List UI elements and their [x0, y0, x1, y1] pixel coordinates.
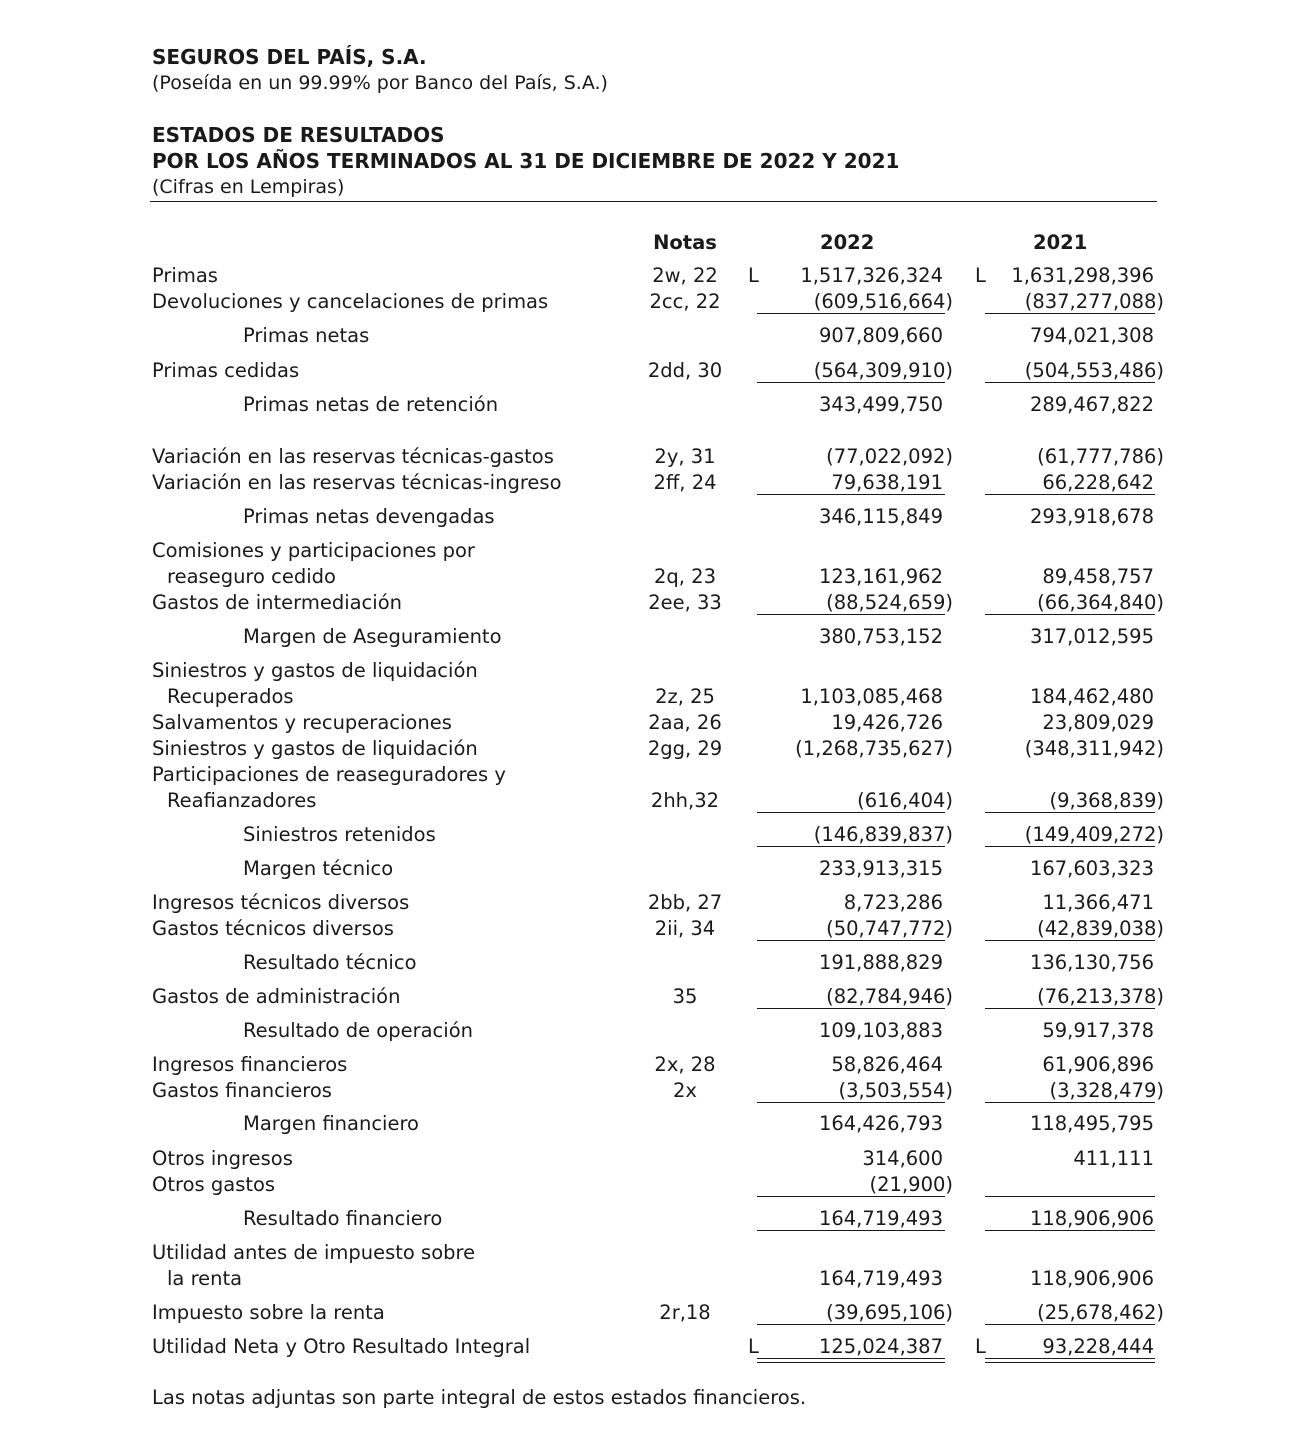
row-label: Primas netas — [243, 324, 370, 347]
owner-note: (Poseída en un 99.99% por Banco del País, S.A.) — [152, 72, 608, 94]
value-2022: 58,826,464 — [831, 1053, 943, 1076]
double-underline-2021-a — [985, 1358, 1155, 1359]
double-underline-2022-a — [757, 1358, 945, 1359]
row-label: Margen financiero — [243, 1112, 419, 1135]
column-header-notes: Notas — [653, 231, 717, 254]
underline-2022 — [757, 1102, 945, 1103]
row-notes: 2ff, 24 — [653, 471, 717, 494]
row-label: Resultado técnico — [243, 951, 417, 974]
double-underline-2021-b — [985, 1362, 1155, 1363]
row-label: Primas — [152, 264, 218, 287]
value-2022: 79,638,191 — [831, 471, 943, 494]
row-label: Primas netas de retención — [243, 393, 499, 416]
underline-2022 — [757, 812, 945, 813]
value-2021: 136,130,756 — [1029, 951, 1154, 974]
underline-2021 — [985, 313, 1155, 314]
currency-symbol-2022: L — [748, 1335, 759, 1358]
value-2022: 907,809,660 — [818, 324, 943, 347]
value-2021: 1,631,298,396 — [1011, 264, 1154, 287]
value-2021: 317,012,595 — [1029, 625, 1154, 648]
underline-2022 — [757, 313, 945, 314]
footer-note: Las notas adjuntas son parte integral de estos estados financieros. — [152, 1386, 807, 1409]
value-2022: (146,839,837) — [813, 823, 953, 846]
value-2021: 411,111 — [1073, 1147, 1154, 1170]
value-2021: (3,328,479) — [1049, 1079, 1164, 1102]
value-2021: (348,311,942) — [1024, 737, 1164, 760]
header-rule — [150, 201, 1157, 202]
row-notes: 2hh,32 — [650, 789, 720, 812]
row-notes: 2ii, 34 — [654, 917, 716, 940]
value-2021: 118,495,795 — [1029, 1112, 1154, 1135]
row-label: Siniestros y gastos de liquidación — [152, 659, 478, 682]
row-label: Gastos de administración — [152, 985, 401, 1008]
row-label: Otros gastos — [152, 1173, 276, 1196]
column-header-2021: 2021 — [1033, 231, 1088, 254]
value-2022: 343,499,750 — [818, 393, 943, 416]
value-2022: 380,753,152 — [818, 625, 943, 648]
value-2021: 11,366,471 — [1042, 891, 1154, 914]
row-notes: 2w, 22 — [652, 264, 718, 287]
underline-2021 — [985, 940, 1155, 941]
value-2021: (61,777,786) — [1037, 445, 1164, 468]
currency-symbol-2021: L — [975, 1335, 986, 1358]
currency-symbol-2021: L — [975, 264, 986, 287]
underline-2022 — [757, 1196, 945, 1197]
row-label: Reafianzadores — [167, 789, 317, 812]
value-2022: 346,115,849 — [818, 505, 943, 528]
row-notes: 2dd, 30 — [647, 359, 723, 382]
value-2022: (88,524,659) — [826, 591, 953, 614]
value-2022: 233,913,315 — [818, 857, 943, 880]
value-2021: (25,678,462) — [1037, 1301, 1164, 1324]
column-header-2022: 2022 — [820, 231, 875, 254]
value-2022: 109,103,883 — [818, 1019, 943, 1042]
value-2022: 123,161,962 — [818, 565, 943, 588]
value-2022: (39,695,106) — [826, 1301, 953, 1324]
row-notes: 2q, 23 — [654, 565, 716, 588]
row-label: Ingresos financieros — [152, 1053, 348, 1076]
row-label: Margen técnico — [243, 857, 394, 880]
currency-note: (Cifras en Lempiras) — [152, 176, 345, 198]
row-label: Variación en las reservas técnicas-gastos — [152, 445, 554, 468]
value-2021: (504,553,486) — [1024, 359, 1164, 382]
value-2022: 164,719,493 — [818, 1267, 943, 1290]
row-notes: 2y, 31 — [654, 445, 716, 468]
row-label: Gastos técnicos diversos — [152, 917, 394, 940]
value-2021: 289,467,822 — [1029, 393, 1154, 416]
value-2021: 89,458,757 — [1042, 565, 1154, 588]
value-2021: (76,213,378) — [1037, 985, 1164, 1008]
value-2022: 125,024,387 — [818, 1335, 943, 1358]
value-2021: (9,368,839) — [1049, 789, 1164, 812]
underline-2022 — [757, 494, 945, 495]
value-2022: (1,268,735,627) — [795, 737, 953, 760]
value-2022: (564,309,910) — [813, 359, 953, 382]
value-2021: 794,021,308 — [1029, 324, 1154, 347]
row-label: Siniestros y gastos de liquidación — [152, 737, 478, 760]
value-2021: 118,906,906 — [1029, 1267, 1154, 1290]
underline-2021 — [985, 1230, 1155, 1231]
row-label: Recuperados — [167, 685, 294, 708]
row-notes: 2ee, 33 — [648, 591, 722, 614]
row-label: Impuesto sobre la renta — [152, 1301, 385, 1324]
row-label: Otros ingresos — [152, 1147, 293, 1170]
value-2021: 59,917,378 — [1042, 1019, 1154, 1042]
value-2022: 1,517,326,324 — [800, 264, 943, 287]
row-label: Resultado financiero — [243, 1207, 443, 1230]
row-label: Resultado de operación — [243, 1019, 473, 1042]
value-2021: (837,277,088) — [1024, 290, 1164, 313]
underline-2022 — [757, 1230, 945, 1231]
underline-2022 — [757, 1008, 945, 1009]
statement-title: ESTADOS DE RESULTADOS — [152, 123, 445, 147]
underline-2022 — [757, 846, 945, 847]
company-name: SEGUROS DEL PAÍS, S.A. — [152, 45, 427, 69]
value-2022: 314,600 — [862, 1147, 943, 1170]
underline-2022 — [757, 614, 945, 615]
row-label: reaseguro cedido — [167, 565, 336, 588]
row-notes: 35 — [672, 985, 698, 1008]
value-2021: 23,809,029 — [1042, 711, 1154, 734]
row-notes: 2z, 25 — [655, 685, 715, 708]
underline-2021 — [985, 812, 1155, 813]
row-notes: 2bb, 27 — [647, 891, 723, 914]
underline-2022 — [757, 940, 945, 941]
value-2022: (3,503,554) — [838, 1079, 953, 1102]
row-label: Primas netas devengadas — [243, 505, 495, 528]
row-label: Siniestros retenidos — [243, 823, 436, 846]
value-2022: 1,103,085,468 — [800, 685, 943, 708]
row-label: Salvamentos y recuperaciones — [152, 711, 452, 734]
value-2021: (42,839,038) — [1037, 917, 1164, 940]
underline-2021 — [985, 846, 1155, 847]
value-2021: (66,364,840) — [1037, 591, 1164, 614]
row-label: Ingresos técnicos diversos — [152, 891, 410, 914]
double-underline-2022-b — [757, 1362, 945, 1363]
value-2022: 164,426,793 — [818, 1112, 943, 1135]
value-2021: 118,906,906 — [1029, 1207, 1154, 1230]
value-2021: 184,462,480 — [1029, 685, 1154, 708]
row-label: Participaciones de reaseguradores y — [152, 763, 506, 786]
value-2022: 8,723,286 — [843, 891, 943, 914]
underline-2021 — [985, 1196, 1155, 1197]
value-2021: 93,228,444 — [1042, 1335, 1154, 1358]
value-2022: (21,900) — [869, 1173, 953, 1196]
row-label: Utilidad Neta y Otro Resultado Integral — [152, 1335, 531, 1358]
value-2022: 164,719,493 — [818, 1207, 943, 1230]
row-label: Gastos financieros — [152, 1079, 332, 1102]
row-label: la renta — [167, 1267, 243, 1290]
row-notes: 2aa, 26 — [648, 711, 722, 734]
underline-2021 — [985, 1102, 1155, 1103]
row-label: Gastos de intermediación — [152, 591, 402, 614]
value-2021: (149,409,272) — [1024, 823, 1164, 846]
row-label: Comisiones y participaciones por — [152, 539, 475, 562]
row-label: Utilidad antes de impuesto sobre — [152, 1241, 476, 1264]
underline-2021 — [985, 614, 1155, 615]
statement-period: POR LOS AÑOS TERMINADOS AL 31 DE DICIEMBRE DE 2022 Y 2021 — [152, 149, 900, 173]
value-2021: 66,228,642 — [1042, 471, 1154, 494]
value-2022: (609,516,664) — [813, 290, 953, 313]
underline-2021 — [985, 1324, 1155, 1325]
row-label: Variación en las reservas técnicas-ingreso — [152, 471, 562, 494]
underline-2021 — [985, 494, 1155, 495]
value-2022: (77,022,092) — [826, 445, 953, 468]
row-label: Devoluciones y cancelaciones de primas — [152, 290, 549, 313]
value-2022: 19,426,726 — [831, 711, 943, 734]
value-2021: 293,918,678 — [1029, 505, 1154, 528]
value-2022: (82,784,946) — [826, 985, 953, 1008]
underline-2022 — [757, 382, 945, 383]
row-notes: 2x — [673, 1079, 697, 1102]
value-2021: 167,603,323 — [1029, 857, 1154, 880]
row-label: Margen de Aseguramiento — [243, 625, 502, 648]
row-notes: 2gg, 29 — [647, 737, 723, 760]
row-notes: 2r,18 — [659, 1301, 711, 1324]
row-notes: 2cc, 22 — [649, 290, 721, 313]
underline-2021 — [985, 1008, 1155, 1009]
row-notes: 2x, 28 — [654, 1053, 716, 1076]
underline-2021 — [985, 382, 1155, 383]
value-2022: (50,747,772) — [826, 917, 953, 940]
value-2021: 61,906,896 — [1042, 1053, 1154, 1076]
value-2022: 191,888,829 — [818, 951, 943, 974]
value-2022: (616,404) — [857, 789, 953, 812]
row-label: Primas cedidas — [152, 359, 300, 382]
underline-2022 — [757, 1324, 945, 1325]
currency-symbol-2022: L — [748, 264, 759, 287]
